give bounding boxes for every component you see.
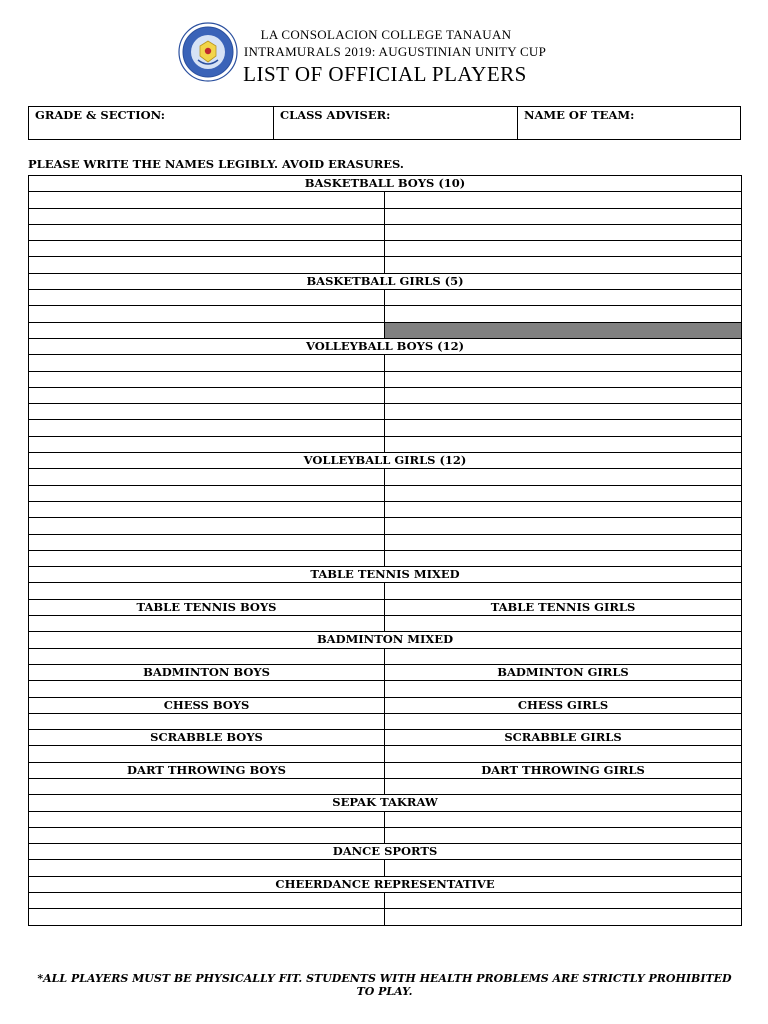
- player-name-cell-right[interactable]: [385, 355, 742, 371]
- player-row: [29, 387, 742, 403]
- player-name-cell-right[interactable]: [385, 616, 742, 632]
- team-info-table: [28, 106, 741, 140]
- player-name-cell-left[interactable]: [29, 811, 385, 827]
- player-name-cell-right[interactable]: [385, 387, 742, 403]
- players-table: [28, 175, 742, 926]
- player-name-cell-left[interactable]: [29, 387, 385, 403]
- player-row: [29, 860, 742, 876]
- player-name-cell-right[interactable]: [385, 860, 742, 876]
- player-row: [29, 616, 742, 632]
- player-name-cell-left[interactable]: [29, 469, 385, 485]
- player-name-cell-left[interactable]: [29, 534, 385, 550]
- player-name-cell-right[interactable]: [385, 404, 742, 420]
- player-row: [29, 306, 742, 322]
- player-row: [29, 224, 742, 240]
- category-label-right: CHESS GIRLS: [385, 697, 742, 713]
- player-name-cell-left[interactable]: [29, 306, 385, 322]
- player-name-cell-left[interactable]: [29, 404, 385, 420]
- player-name-cell-right[interactable]: [385, 420, 742, 436]
- player-name-cell-left[interactable]: [29, 827, 385, 843]
- player-name-cell-left[interactable]: [29, 371, 385, 387]
- player-row: [29, 550, 742, 566]
- category-row: [29, 697, 742, 713]
- player-name-cell-right[interactable]: [385, 518, 742, 534]
- player-name-cell-left[interactable]: [29, 893, 385, 909]
- category-row: [29, 664, 742, 680]
- player-name-cell-left[interactable]: [29, 909, 385, 925]
- category-label-left: CHESS BOYS: [29, 697, 385, 713]
- player-name-cell-right[interactable]: [385, 648, 742, 664]
- player-row: [29, 404, 742, 420]
- page-title: LIST OF OFFICIAL PLAYERS: [243, 62, 527, 86]
- player-row: [29, 746, 742, 762]
- player-name-cell-right[interactable]: [385, 290, 742, 306]
- player-name-cell-left[interactable]: [29, 192, 385, 208]
- event-name: INTRAMURALS 2019: AUGUSTINIAN UNITY CUP: [243, 44, 547, 59]
- section-header-row: [29, 876, 742, 892]
- grade-section-field[interactable]: [29, 107, 274, 139]
- player-name-cell-right[interactable]: [385, 681, 742, 697]
- player-name-cell-right[interactable]: [385, 778, 742, 794]
- category-label-left: BADMINTON BOYS: [29, 664, 385, 680]
- player-name-cell-right[interactable]: [385, 550, 742, 566]
- player-name-cell-left[interactable]: [29, 860, 385, 876]
- section-header-row: [29, 273, 742, 289]
- player-name-cell-right[interactable]: [385, 713, 742, 729]
- player-row: [29, 893, 742, 909]
- player-name-cell-left[interactable]: [29, 420, 385, 436]
- section-header-row: [29, 795, 742, 811]
- team-name-field[interactable]: [518, 107, 740, 139]
- player-row: [29, 827, 742, 843]
- section-header: TABLE TENNIS MIXED: [29, 567, 742, 583]
- grade-section-label: GRADE & SECTION:: [35, 108, 165, 122]
- player-row: [29, 713, 742, 729]
- player-name-cell-right[interactable]: [385, 746, 742, 762]
- player-name-cell-right[interactable]: [385, 827, 742, 843]
- player-name-cell-right[interactable]: [385, 501, 742, 517]
- player-name-cell-left[interactable]: [29, 713, 385, 729]
- player-row: [29, 583, 742, 599]
- player-name-cell-right[interactable]: [385, 241, 742, 257]
- player-row: [29, 290, 742, 306]
- player-row: [29, 534, 742, 550]
- player-name-cell-right[interactable]: [385, 583, 742, 599]
- section-header: BADMINTON MIXED: [29, 632, 742, 648]
- player-name-cell-right[interactable]: [385, 192, 742, 208]
- class-adviser-field[interactable]: [274, 107, 518, 139]
- shaded-cell: [385, 322, 742, 338]
- player-row: [29, 371, 742, 387]
- player-name-cell-right[interactable]: [385, 436, 742, 452]
- section-header: CHEERDANCE REPRESENTATIVE: [29, 876, 742, 892]
- player-name-cell-left[interactable]: [29, 550, 385, 566]
- player-row: [29, 469, 742, 485]
- section-header: VOLLEYBALL BOYS (12): [29, 338, 742, 354]
- player-name-cell-left[interactable]: [29, 778, 385, 794]
- player-name-cell-left[interactable]: [29, 224, 385, 240]
- player-name-cell-right[interactable]: [385, 893, 742, 909]
- player-name-cell-right[interactable]: [385, 485, 742, 501]
- player-row: [29, 192, 742, 208]
- player-name-cell-left[interactable]: [29, 257, 385, 273]
- player-name-cell-right[interactable]: [385, 469, 742, 485]
- category-label-right: TABLE TENNIS GIRLS: [385, 599, 742, 615]
- player-row: [29, 241, 742, 257]
- section-header: SEPAK TAKRAW: [29, 795, 742, 811]
- player-name-cell-right[interactable]: [385, 371, 742, 387]
- category-label-right: BADMINTON GIRLS: [385, 664, 742, 680]
- category-row: [29, 730, 742, 746]
- player-name-cell-right[interactable]: [385, 811, 742, 827]
- school-name: LA CONSOLACION COLLEGE TANAUAN: [260, 27, 512, 42]
- player-name-cell-left[interactable]: [29, 681, 385, 697]
- section-header-row: [29, 632, 742, 648]
- category-label-left: SCRABBLE BOYS: [29, 730, 385, 746]
- player-name-cell-left[interactable]: [29, 241, 385, 257]
- player-name-cell-left[interactable]: [29, 616, 385, 632]
- category-label-right: SCRABBLE GIRLS: [385, 730, 742, 746]
- player-row: [29, 355, 742, 371]
- player-row: [29, 501, 742, 517]
- player-row: [29, 681, 742, 697]
- player-name-cell-right[interactable]: [385, 224, 742, 240]
- player-name-cell-left[interactable]: [29, 648, 385, 664]
- section-header: DANCE SPORTS: [29, 844, 742, 860]
- player-row: [29, 778, 742, 794]
- section-header: BASKETBALL BOYS (10): [29, 176, 742, 192]
- section-header-row: [29, 453, 742, 469]
- category-row: [29, 599, 742, 615]
- player-row: [29, 322, 742, 338]
- player-name-cell-left[interactable]: [29, 485, 385, 501]
- school-seal-icon: [178, 22, 238, 82]
- player-name-cell-right[interactable]: [385, 257, 742, 273]
- section-header-row: [29, 844, 742, 860]
- section-header-row: [29, 176, 742, 192]
- player-row: [29, 648, 742, 664]
- section-header: BASKETBALL GIRLS (5): [29, 273, 742, 289]
- category-label-left: TABLE TENNIS BOYS: [29, 599, 385, 615]
- player-row: [29, 485, 742, 501]
- category-label-right: DART THROWING GIRLS: [385, 762, 742, 778]
- player-name-cell-right[interactable]: [385, 909, 742, 925]
- section-header-row: [29, 567, 742, 583]
- player-name-cell-left[interactable]: [29, 290, 385, 306]
- category-row: [29, 762, 742, 778]
- player-row: [29, 518, 742, 534]
- player-name-cell-left[interactable]: [29, 208, 385, 224]
- player-row: [29, 257, 742, 273]
- category-label-left: DART THROWING BOYS: [29, 762, 385, 778]
- player-name-cell-right[interactable]: [385, 534, 742, 550]
- section-header-row: [29, 338, 742, 354]
- team-name-label: NAME OF TEAM:: [524, 108, 635, 122]
- player-name-cell-left[interactable]: [29, 583, 385, 599]
- document-header: [0, 0, 768, 100]
- player-name-cell-left[interactable]: [29, 518, 385, 534]
- player-name-cell-right[interactable]: [385, 306, 742, 322]
- section-header: VOLLEYBALL GIRLS (12): [29, 453, 742, 469]
- player-name-cell-left[interactable]: [29, 501, 385, 517]
- player-name-cell-left[interactable]: [29, 355, 385, 371]
- class-adviser-label: CLASS ADVISER:: [280, 108, 391, 122]
- instructions-text: PLEASE WRITE THE NAMES LEGIBLY. AVOID ERASURES.: [28, 157, 404, 171]
- player-name-cell-left[interactable]: [29, 322, 385, 338]
- player-name-cell-right[interactable]: [385, 208, 742, 224]
- player-row: [29, 436, 742, 452]
- player-row: [29, 420, 742, 436]
- player-row: [29, 208, 742, 224]
- player-row: [29, 909, 742, 925]
- player-name-cell-left[interactable]: [29, 436, 385, 452]
- player-row: [29, 811, 742, 827]
- player-name-cell-left[interactable]: [29, 746, 385, 762]
- footer-note: *ALL PLAYERS MUST BE PHYSICALLY FIT. STUDENTS WITH HEALTH PROBLEMS ARE STRICTLY PROHIBITED TO PLAY.: [37, 972, 732, 998]
